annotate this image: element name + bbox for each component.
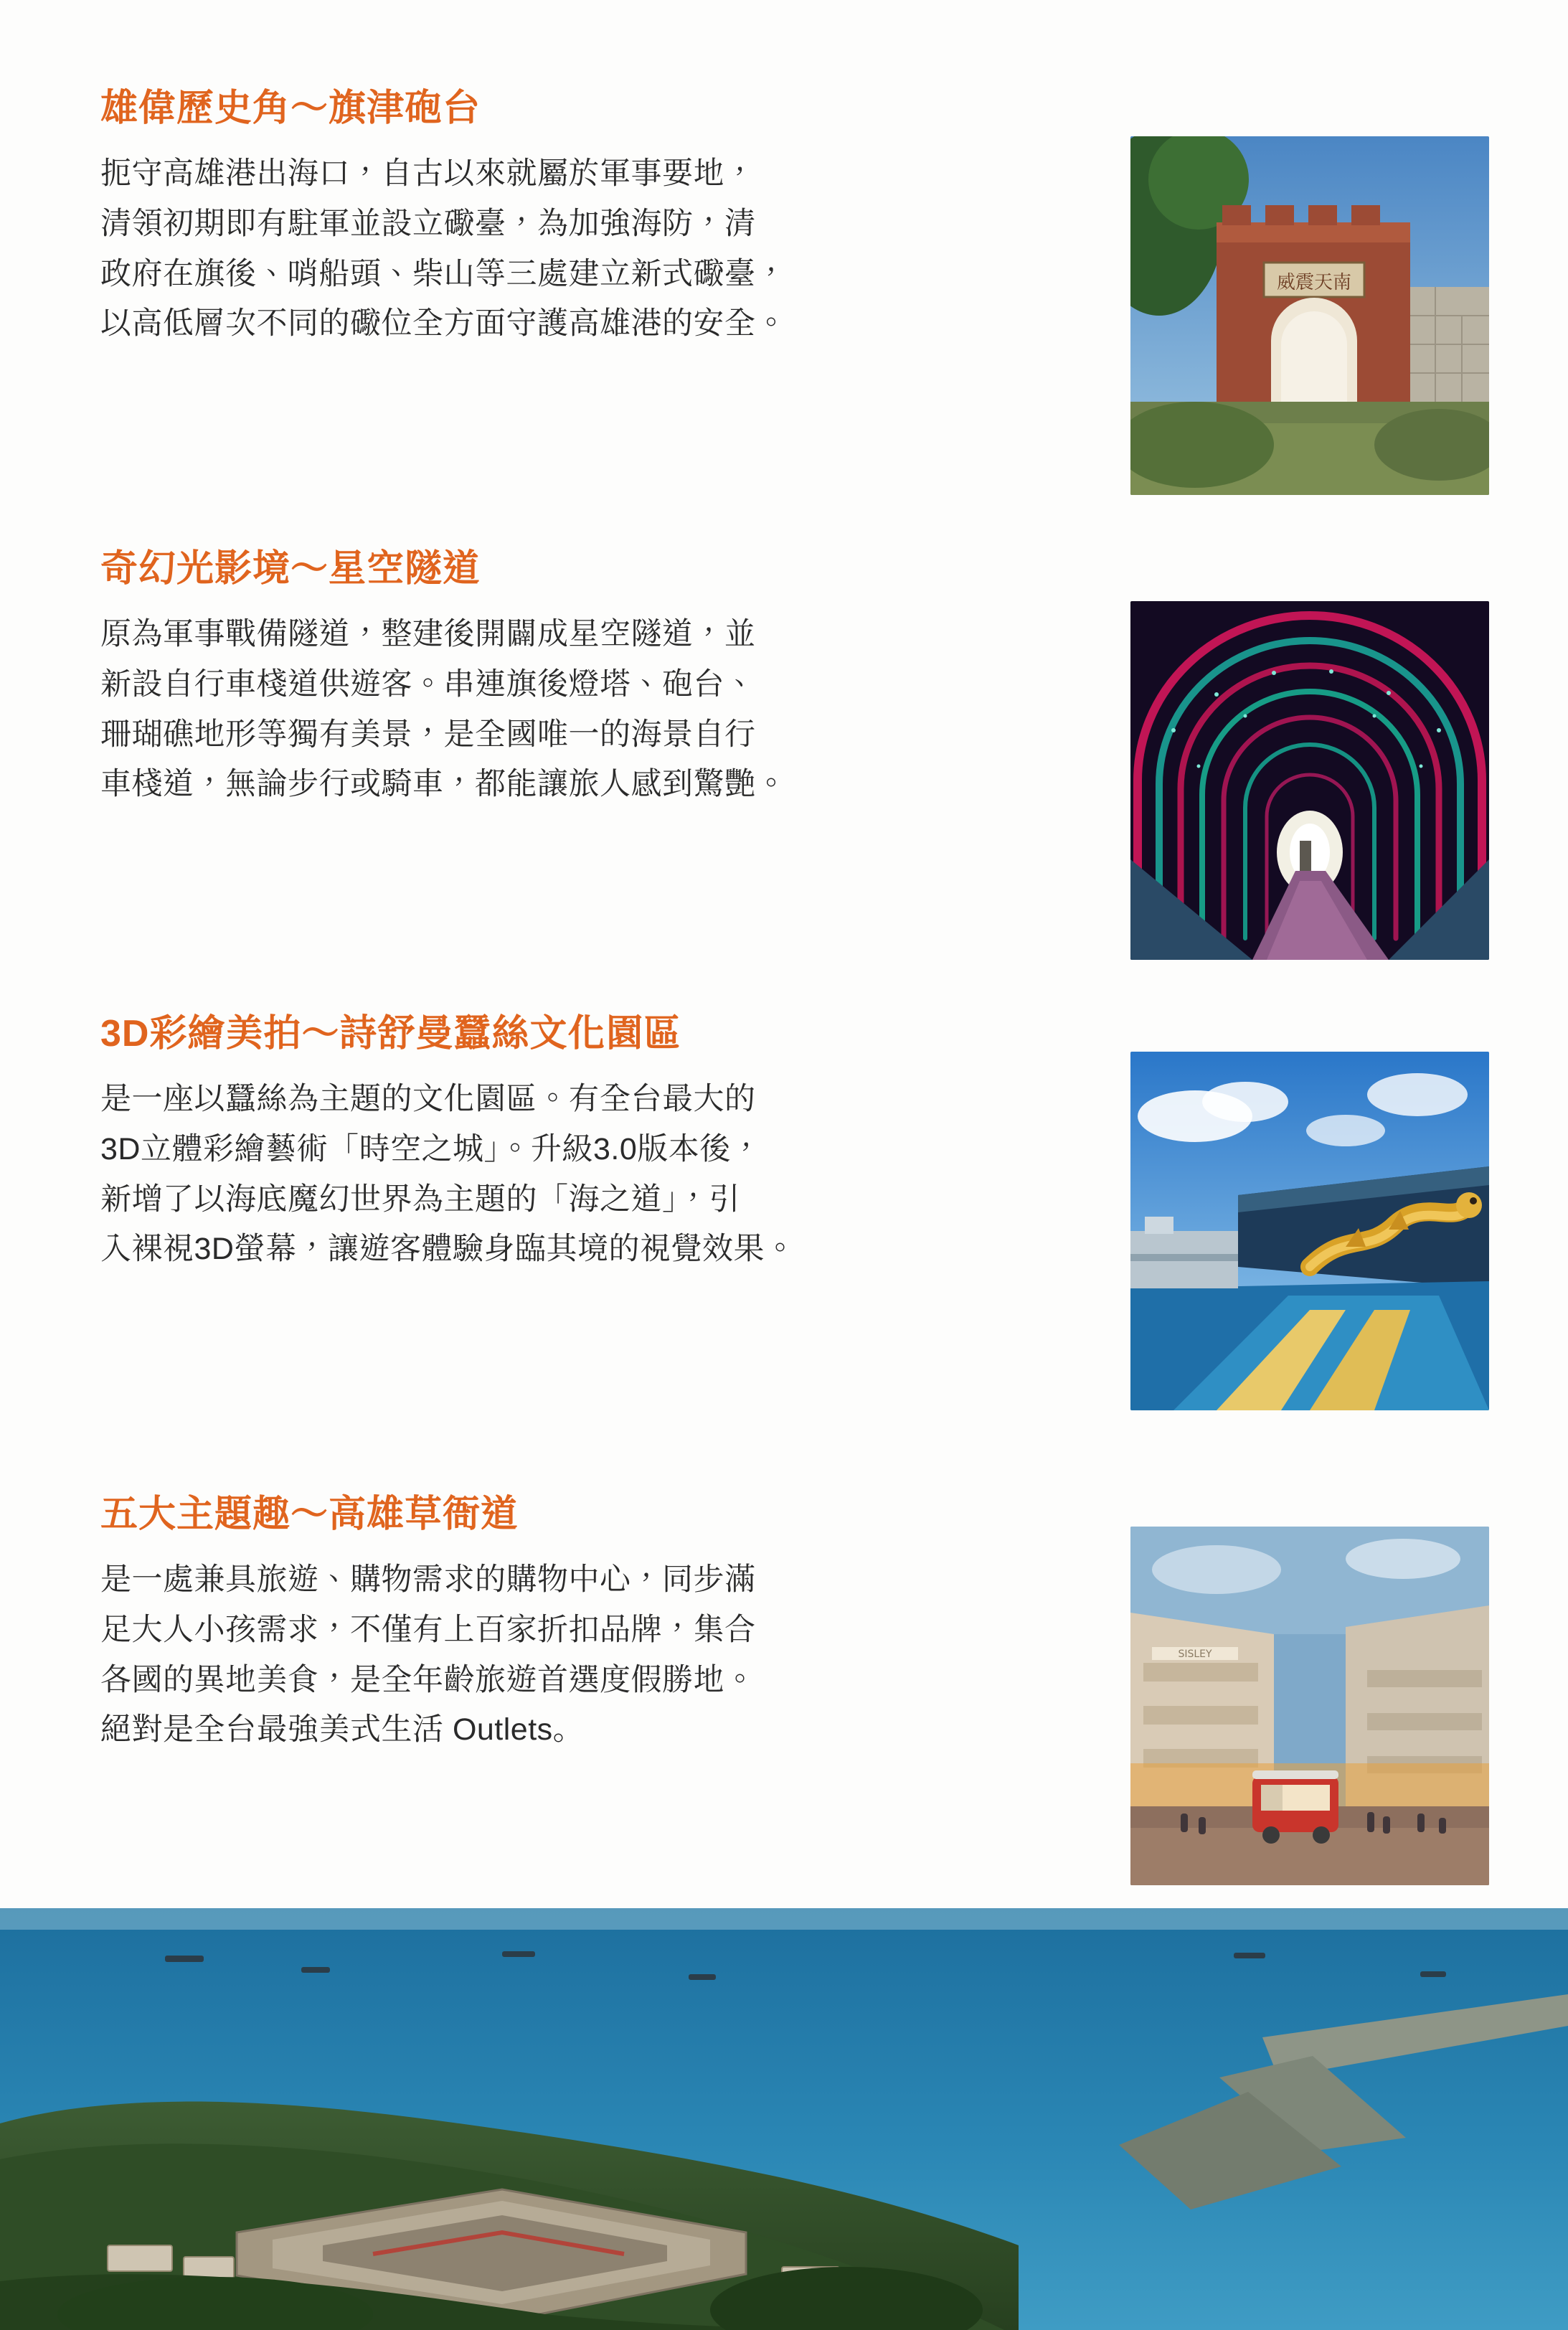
body-line: 清領初期即有駐軍並設立礮臺，為加強海防，清 [100,207,756,242]
body-line: 珊瑚礁地形等獨有美景，是全國唯一的海景自行 [100,717,756,752]
body-line: 車棧道，無論步行或騎車，都能讓旅人感到驚艷。 [100,767,787,802]
section-body [100,1075,1105,1275]
svg-text:威震天南: 威震天南 [1276,272,1352,293]
starry-tunnel-photo [1130,601,1489,960]
qijin-fort-photo [1130,136,1489,495]
silk-culture-park-3d-art-photo [1130,1052,1489,1410]
section-title: 雄偉歷史角～旗津砲台 [100,88,481,129]
section-body [100,610,1105,810]
body-line: 是一座以蠶絲為主題的文化園區。有全台最大的 [100,1082,756,1117]
section-body [100,149,1105,349]
body-line: 新增了以海底魔幻世界為主題的「海之道」，引 [100,1181,740,1217]
section-title: 3D彩繪美拍～詩舒曼蠶絲文化園區 [100,1013,682,1055]
section-title: 五大主題趣～高雄草衙道 [100,1494,519,1535]
section-body [100,1555,1105,1755]
body-line: 政府在旗後、哨船頭、柴山等三處建立新式礮臺， [100,256,787,291]
body-line: 扼守高雄港出海口，自古以來就屬於軍事要地， [100,156,756,192]
body-line: 絕對是全台最強美式生活 Outlets。 [100,1712,585,1748]
body-line: 各國的異地美食，是全年齡旅遊首選度假勝地。 [100,1662,756,1697]
taroko-park-photo [1130,1527,1489,1885]
body-line: 新設自行車棧道供遊客。串連旗後燈塔、砲台、 [100,667,756,702]
cihou-fort-aerial-photo [0,1908,1568,2330]
body-line: 3D立體彩繪藝術「時空之城」。升級3.0版本後， [100,1132,762,1167]
body-line: 是一處兼具旅遊、購物需求的購物中心，同步滿 [100,1562,756,1598]
body-line: 以高低層次不同的礮位全方面守護高雄港的安全。 [100,306,787,341]
body-line: 原為軍事戰備隧道，整建後開闢成星空隧道，並 [100,617,756,652]
svg-text:SISLEY: SISLEY [1178,1649,1212,1660]
body-line: 足大人小孩需求，不僅有上百家折扣品牌，集合 [100,1613,756,1648]
section-title: 奇幻光影境～星空隧道 [100,548,481,590]
body-line: 入裸視3D螢幕，讓遊客體驗身臨其境的視覺效果。 [100,1232,796,1267]
